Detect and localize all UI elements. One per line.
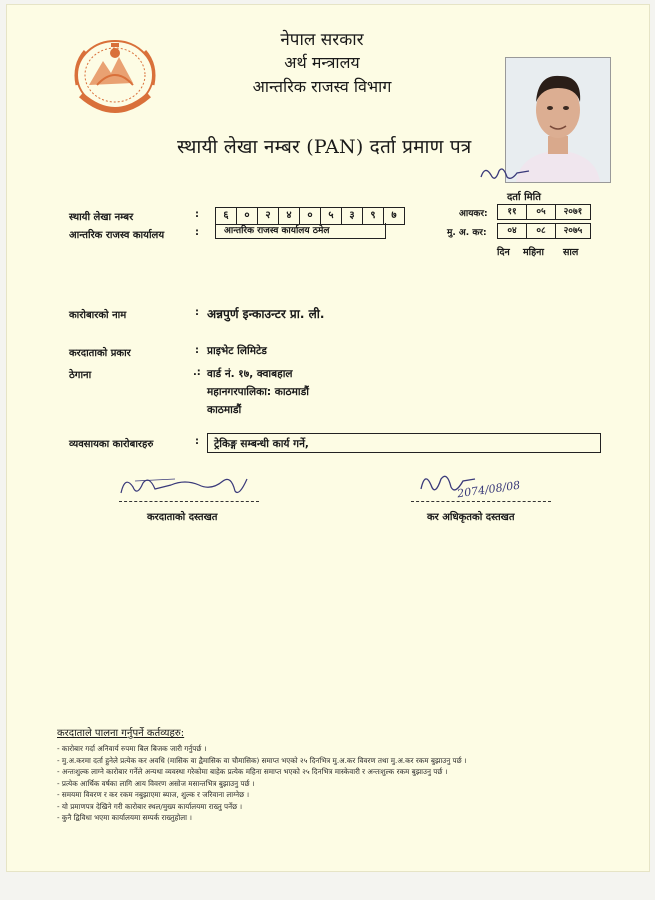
pan-colon: : — [195, 209, 199, 220]
taxpayer-signature — [115, 471, 265, 505]
office-label: आन्तरिक राजस्व कार्यालय — [69, 230, 165, 241]
duty-item: - अन्तःशुल्क लाग्ने कारोबार गर्नेले अन्यथा व्यवस्था गरेकोमा बाहेक प्रत्येक महिना समाप्त भएको २५ दिनभित्र मास्केवारी र अन्तःशुल्क रकम बुझाउनु पर्छ । — [57, 767, 448, 776]
pan-digit: ६ — [216, 208, 237, 224]
duty-item: - प्रत्येक आर्थिक वर्षका लागि आय विवरण असोज मसान्तभित्र बुझाउनु पर्छ । — [57, 778, 255, 788]
pan-digit: ० — [237, 208, 258, 224]
duty-item: - यो प्रमाणपत्र देखिने गरी कारोबार स्थल/मुख्य कार्यालयमा राख्नु पर्नेछ । — [57, 801, 243, 811]
officer-signature-caption: कर अधिकृतको दस्तखत — [427, 512, 515, 523]
address-colon: .: — [193, 367, 201, 378]
certificate-title: स्थायी लेखा नम्बर (PAN) दर्ता प्रमाण पत्र — [177, 136, 472, 158]
registration-date-heading: दर्ता मिति — [507, 192, 541, 203]
income-tax-month: ०५ — [527, 205, 556, 219]
taxpayer-signature-caption: करदाताको दस्तखत — [147, 512, 218, 523]
pan-label: स्थायी लेखा नम्बर — [69, 212, 134, 223]
header-ministry: अर्थ मन्त्रालय — [284, 53, 360, 72]
taxpayer-type-label: करदाताको प्रकार — [69, 348, 131, 359]
pan-digit: ३ — [342, 208, 363, 224]
date-day-caption: दिन — [497, 247, 510, 258]
business-activity-colon: : — [195, 436, 199, 447]
income-tax-year: २०७१ — [563, 207, 583, 217]
certificate-page — [6, 4, 650, 872]
taxpayer-type-value: प्राइभेट लिमिटेड — [207, 345, 267, 357]
business-name-label: कारोबारको नाम — [69, 310, 127, 321]
address-line-ward: वार्ड नं. १७, क्वाबहाल — [207, 368, 293, 380]
business-activity-value: ट्रेकिङ्ग सम्बन्धी कार्य गर्ने, — [207, 433, 601, 453]
header-government: नेपाल सरकार — [280, 30, 364, 50]
income-tax-date — [497, 204, 591, 220]
address-line-district: काठमाडौं — [207, 404, 242, 416]
business-name-colon: : — [195, 307, 199, 318]
duties-title: करदाताले पालना गर्नुपर्ने कर्तव्यहरु: — [57, 728, 185, 739]
duty-item: - समयमा विवरण र कर रकम नबुझाएमा ब्याज, शुल्क र जरिवाना लाग्नेछ । — [57, 790, 250, 799]
duty-item: - कारोबार गर्दा अनिवार्य रुपमा बिल बिजक जारी गर्नुपर्छ । — [57, 744, 207, 753]
photo-initials-signature — [477, 163, 537, 189]
duties-list — [57, 743, 467, 824]
taxpayer-signature-line — [119, 501, 259, 502]
vat-day: ०४ — [498, 224, 527, 238]
address-label: ठेगाना — [69, 370, 92, 381]
nepal-emblem-logo — [67, 35, 163, 121]
officer-signature-date: 2074/08/08 — [456, 478, 522, 501]
date-month-caption: महिना — [523, 247, 544, 258]
taxpayer-type-colon: : — [195, 345, 199, 356]
duty-item: - कुनै द्विविधा भएमा कार्यालयमा सम्पर्क राख्नुहोला । — [57, 813, 192, 822]
vat-date-label: मु. अ. कर: — [447, 228, 487, 238]
address-line-municipality: महानगरपालिका: काठमाडौं — [207, 386, 309, 398]
pan-digit: ७ — [391, 210, 397, 221]
business-activity-label: व्यवसायका कारोबारहरु — [69, 439, 154, 450]
pan-digit: २ — [258, 208, 279, 224]
date-year-caption: साल — [563, 247, 579, 258]
vat-month: ०८ — [527, 224, 556, 238]
vat-year: २०७५ — [563, 226, 583, 236]
business-name-value: अन्नपुर्ण इन्काउन्टर प्रा. ली. — [207, 307, 325, 321]
pan-digit: ५ — [321, 208, 342, 224]
income-tax-day: ११ — [498, 205, 527, 219]
office-colon: : — [195, 227, 199, 238]
officer-signature-line — [411, 501, 551, 502]
pan-digit: ४ — [279, 208, 300, 224]
income-tax-date-label: आयकर: — [459, 209, 488, 219]
duty-item: - मु.अ.करमा दर्ता हुनेले प्रत्येक कर अवधि (मासिक वा द्वैमासिक वा चौमासिक) समाप्त भएको २५ दिनभित्र मु.अ.कर विवरण तथा मु.अ.कर रकम बुझाउनु पर्छ । — [57, 755, 467, 765]
vat-date — [497, 223, 591, 239]
pan-digit: ० — [300, 208, 321, 224]
office-value: आन्तरिक राजस्व कार्यालय ठमेल — [215, 223, 386, 239]
pan-digit: ९ — [363, 208, 384, 224]
header-department: आन्तरिक राजस्व विभाग — [252, 77, 392, 96]
